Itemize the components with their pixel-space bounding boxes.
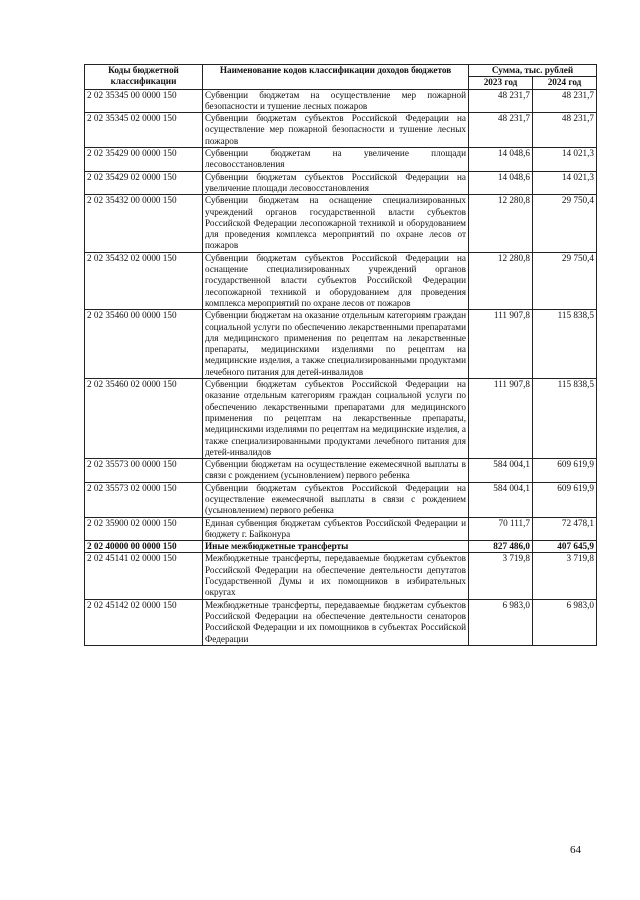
amount-2024-cell: 48 231,7 xyxy=(533,89,597,113)
table-row xyxy=(85,252,597,309)
budget-code-cell: 2 02 35460 00 0000 150 xyxy=(85,310,203,379)
table-row xyxy=(85,171,597,195)
description-cell: Субвенции бюджетам субъектов Российской Федерации на осуществление ежемесячной выплаты в связи с рождением (усыновлением) первого ребенка xyxy=(203,482,469,517)
budget-code-cell: 2 02 45142 02 0000 150 xyxy=(85,599,203,645)
description-cell: Субвенции бюджетам субъектов Российской Федерации на осуществление мер пожарной безопасности и тушение лесных пожаров xyxy=(203,113,469,148)
page-number: 64 xyxy=(570,844,581,856)
description-cell: Иные межбюджетные трансферты xyxy=(203,541,469,553)
amount-2023-cell: 111 907,8 xyxy=(469,310,533,379)
amount-2024-cell: 3 719,8 xyxy=(533,553,597,599)
amount-2024-cell: 14 021,3 xyxy=(533,171,597,195)
table-row xyxy=(85,459,597,483)
description-cell: Субвенции бюджетам субъектов Российской Федерации на оказание отдельным категориям граждан социальной услуги по обеспечению лекарственными препаратами для медицинского применения по рецептам на лекарственные препараты, медицинскими изделиями по рецептам на медицинские изделия, а также специализированными продуктами лечебного питания для детей-инвалидов xyxy=(203,379,469,459)
amount-2024-cell: 14 021,3 xyxy=(533,148,597,172)
description-cell: Единая субвенция бюджетам субъектов Российской Федерации и бюджету г. Байконура xyxy=(203,517,469,541)
budget-code-cell: 2 02 35573 02 0000 150 xyxy=(85,482,203,517)
description-cell: Субвенции бюджетам на осуществление ежемесячной выплаты в связи с рождением (усыновлением) первого ребенка xyxy=(203,459,469,483)
table-row xyxy=(85,553,597,599)
amount-2023-cell: 584 004,1 xyxy=(469,459,533,483)
amount-2024-cell: 609 619,9 xyxy=(533,459,597,483)
amount-2023-cell: 12 280,8 xyxy=(469,252,533,309)
table-row xyxy=(85,379,597,459)
amount-2023-cell: 584 004,1 xyxy=(469,482,533,517)
budget-code-cell: 2 02 35432 00 0000 150 xyxy=(85,195,203,252)
table-row xyxy=(85,517,597,541)
amount-2024-cell: 48 231,7 xyxy=(533,113,597,148)
description-cell: Субвенции бюджетам субъектов Российской Федерации на увеличение площади лесовосстановления xyxy=(203,171,469,195)
budget-code-cell: 2 02 45141 02 0000 150 xyxy=(85,553,203,599)
header-sum: Сумма, тыс. рублей xyxy=(469,65,597,77)
budget-table xyxy=(84,64,597,646)
header-codes: Коды бюджетной классификации xyxy=(85,65,203,90)
table-row xyxy=(85,113,597,148)
table-row xyxy=(85,310,597,379)
amount-2023-cell: 111 907,8 xyxy=(469,379,533,459)
amount-2024-cell: 115 838,5 xyxy=(533,310,597,379)
budget-code-cell: 2 02 40000 00 0000 150 xyxy=(85,541,203,553)
amount-2023-cell: 827 486,0 xyxy=(469,541,533,553)
amount-2023-cell: 6 983,0 xyxy=(469,599,533,645)
budget-code-cell: 2 02 35345 02 0000 150 xyxy=(85,113,203,148)
amount-2024-cell: 72 478,1 xyxy=(533,517,597,541)
budget-code-cell: 2 02 35432 02 0000 150 xyxy=(85,252,203,309)
description-cell: Субвенции бюджетам на осуществление мер пожарной безопасности и тушение лесных пожаров xyxy=(203,89,469,113)
amount-2024-cell: 6 983,0 xyxy=(533,599,597,645)
amount-2024-cell: 115 838,5 xyxy=(533,379,597,459)
amount-2024-cell: 407 645,9 xyxy=(533,541,597,553)
description-cell: Субвенции бюджетам на оказание отдельным категориям граждан социальной услуги по обеспечению лекарственными препаратами для медицинского применения по рецептам на лекарственные препараты, медицинскими изделиями по рецептам на медицинские изделия, а также специализированными продуктами лечебного питания для детей-инвалидов xyxy=(203,310,469,379)
amount-2023-cell: 48 231,7 xyxy=(469,113,533,148)
description-cell: Субвенции бюджетам на оснащение специализированных учреждений органов государственной власти субъектов Российской Федерации лесопожарной техникой и оборудованием для проведения комплекса мероприятий по охране лесов от пожаров xyxy=(203,195,469,252)
amount-2023-cell: 3 719,8 xyxy=(469,553,533,599)
budget-code-cell: 2 02 35345 00 0000 150 xyxy=(85,89,203,113)
budget-code-cell: 2 02 35573 00 0000 150 xyxy=(85,459,203,483)
header-year-2024: 2024 год xyxy=(533,77,597,89)
table-row xyxy=(85,599,597,645)
amount-2024-cell: 29 750,4 xyxy=(533,252,597,309)
budget-code-cell: 2 02 35900 02 0000 150 xyxy=(85,517,203,541)
amount-2023-cell: 48 231,7 xyxy=(469,89,533,113)
description-cell: Межбюджетные трансферты, передаваемые бюджетам субъектов Российской Федерации на обеспечение деятельности сенаторов Российской Федерации и их помощников в субъектах Российской Федерации xyxy=(203,599,469,645)
amount-2023-cell: 14 048,6 xyxy=(469,148,533,172)
description-cell: Субвенции бюджетам на увеличение площади лесовосстановления xyxy=(203,148,469,172)
amount-2023-cell: 12 280,8 xyxy=(469,195,533,252)
amount-2023-cell: 14 048,6 xyxy=(469,171,533,195)
amount-2024-cell: 609 619,9 xyxy=(533,482,597,517)
budget-code-cell: 2 02 35460 02 0000 150 xyxy=(85,379,203,459)
budget-code-cell: 2 02 35429 02 0000 150 xyxy=(85,171,203,195)
table-row xyxy=(85,148,597,172)
description-cell: Субвенции бюджетам субъектов Российской Федерации на оснащение специализированных учреждений органов государственной власти субъектов Российской Федерации лесопожарной техникой и оборудованием для проведения комплекса мероприятий по охране лесов от пожаров xyxy=(203,252,469,309)
description-cell: Межбюджетные трансферты, передаваемые бюджетам субъектов Российской Федерации на обеспечение деятельности депутатов Государственной Думы и их помощников в избирательных округах xyxy=(203,553,469,599)
header-name: Наименование кодов классификации доходов бюджетов xyxy=(203,65,469,90)
amount-2023-cell: 70 111,7 xyxy=(469,517,533,541)
table-row xyxy=(85,195,597,252)
amount-2024-cell: 29 750,4 xyxy=(533,195,597,252)
table-row xyxy=(85,482,597,517)
table-row xyxy=(85,89,597,113)
budget-code-cell: 2 02 35429 00 0000 150 xyxy=(85,148,203,172)
header-year-2023: 2023 год xyxy=(469,77,533,89)
table-body xyxy=(85,89,597,645)
table-row xyxy=(85,541,597,553)
